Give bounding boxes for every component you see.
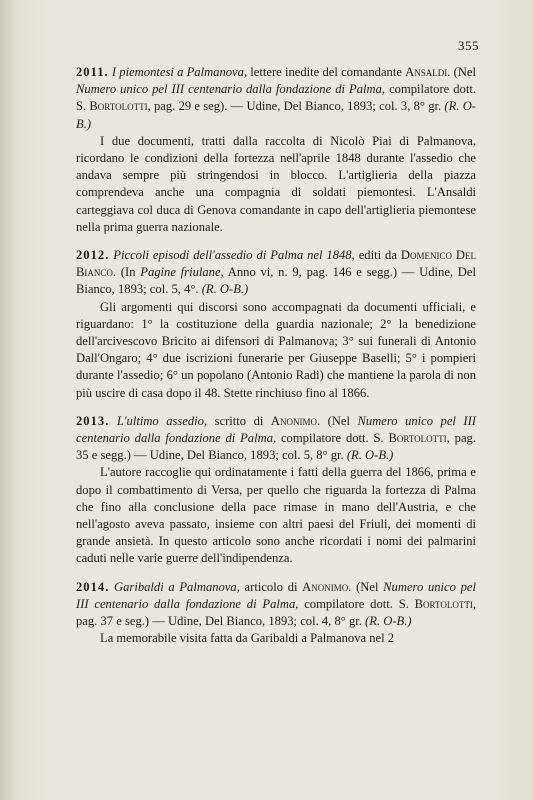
entry-title: I piemontesi a Palmanova, [111,65,248,79]
entry-body: La memorabile visita fatta da Garibaldi a Palmanova nel 2 [100,631,395,646]
entry-citation: 2013. L'ultimo assedio, scritto di Anonimo. (Nel Numero unico pel III centenario dalla fondazione di Palma, compilatore dott. S. Bortolotti, pag. 35 e segg.) — Udine, Del Bianco, 1893; col. 5, 8° gr. (R. O-B.) [76,413,476,463]
page-number: 355 [458,38,479,53]
entry-citation: 2014. Garibaldi a Palmanova, articolo di Anonimo. (Nel Numero unico pel III centenario dalla fondazione di Palma, compilatore dott. S. Bortolotti, pag. 37 e seg.) — Udine, Del Bianco, 1893; col. 4, 8° gr. (R. O-B.) [76,579,476,629]
entry-title: L'ultimo assedio, [116,413,208,428]
entry-number: 2014. [76,579,110,594]
entry-source: Numero unico pel III centenario dalla fondazione di Palma, [76,82,386,97]
entry-author: Anonimo [302,579,349,594]
bibliography-entries [76,64,476,659]
entry-title: Piccoli episodi dell'assedio di Palma nel 1848, [113,248,355,263]
entry-ref: (R. O-B.) [76,99,476,131]
entry-number: 2011. [76,65,109,79]
entry-number: 2013. [76,413,110,428]
entry-author: Ansaldi [405,65,448,79]
entry-editor: Bortolotti [414,596,473,611]
entry-source: Numero unico pel III centenario dalla fondazione di Palma, [76,579,476,611]
entry-body: Gli argomenti qui discorsi sono accompagnati da documenti ufficiali, e riguardano: 1° la costituzione della guardia nazionale; 2° la benedizione dell'arcivescovo Bricito ai difensori di Palmanova; 3° sui funerali di Antonio Dall'Ongaro; 4° due iscrizioni funerarie per Giuseppe Baselli; 5° i pompieri durante l'assedio; 6° un popolano (Antonio Radi) che mantiene la parola di non più uscire di casa dopo il 48. Stette rinchiuso fino al 1866. [76,299,476,400]
entry-source: Numero unico pel III centenario dalla fondazione di Palma, [76,413,476,446]
entry-body: L'autore raccoglie qui ordinatamente i fatti della guerra del 1866, prima e dopo il combattimento di Versa, per quello che riguarda la fortezza di Palma che fino alla conclusione della pace rimase in mano dell'Austria, e che nell'agosto aveva passato, insieme con altri paesi del Friuli, dei momenti di grande ansietà. In questo articolo sono anche ricordati i nomi dei palmarini caduti nelle varie guerre dell'indipendenza. [76,465,476,566]
entry-citation: 2012. Piccoli episodi dell'assedio di Palma nel 1848, editi da Domenico Del Bianco. (In Pagine friulane, Anno vi, n. 9, pag. 146 e segg.) — Udine, Del Bianco, 1893; col. 5, 4°. (R. O-B.) [76,248,477,297]
entry-2011 [76,64,476,236]
entry-ref: (R. O-B.) [346,448,394,463]
entry-2012 [76,247,476,402]
entry-editor: Bortolotti [388,431,447,446]
entry-author: Anonimo [270,413,317,428]
entry-source: Pagine friulane, [140,265,224,280]
entry-number: 2012. [76,248,110,263]
entry-ref: (R. O-B.) [201,282,249,297]
entry-body: I due documenti, tratti dalla raccolta di Nicolò Piai di Palmanova, ricordano le condizioni della fortezza nell'aprile 1848 durante l'assedio che andava sempre più stringendosi in blocco. L'artiglieria della piazza comprendeva anche una compagnia di soldati piemontesi. L'Ansaldi carteggiava col duca di Genova comandante in capo dell'artiglieria piemontese nella prima guerra nazionale. [76,133,476,234]
entry-editor: Bortolotti [89,99,148,114]
entry-ref: (R. O-B.) [365,614,412,629]
entry-title: Garibaldi a Palmanova, [114,579,240,594]
entry-2014 [76,579,476,648]
entry-2013 [76,413,476,568]
entry-author: Domenico Del Bianco [76,248,477,280]
entry-citation: 2011. I piemontesi a Palmanova, lettere inedite del comandante Ansaldi. (Nel Numero unico pel III centenario dalla fondazione di Palma, compilatore dott. S. Bortolotti, pag. 29 e seg). — Udine, Del Bianco, 1893; col. 3, 8° gr. (R. O-B.) [76,65,476,131]
